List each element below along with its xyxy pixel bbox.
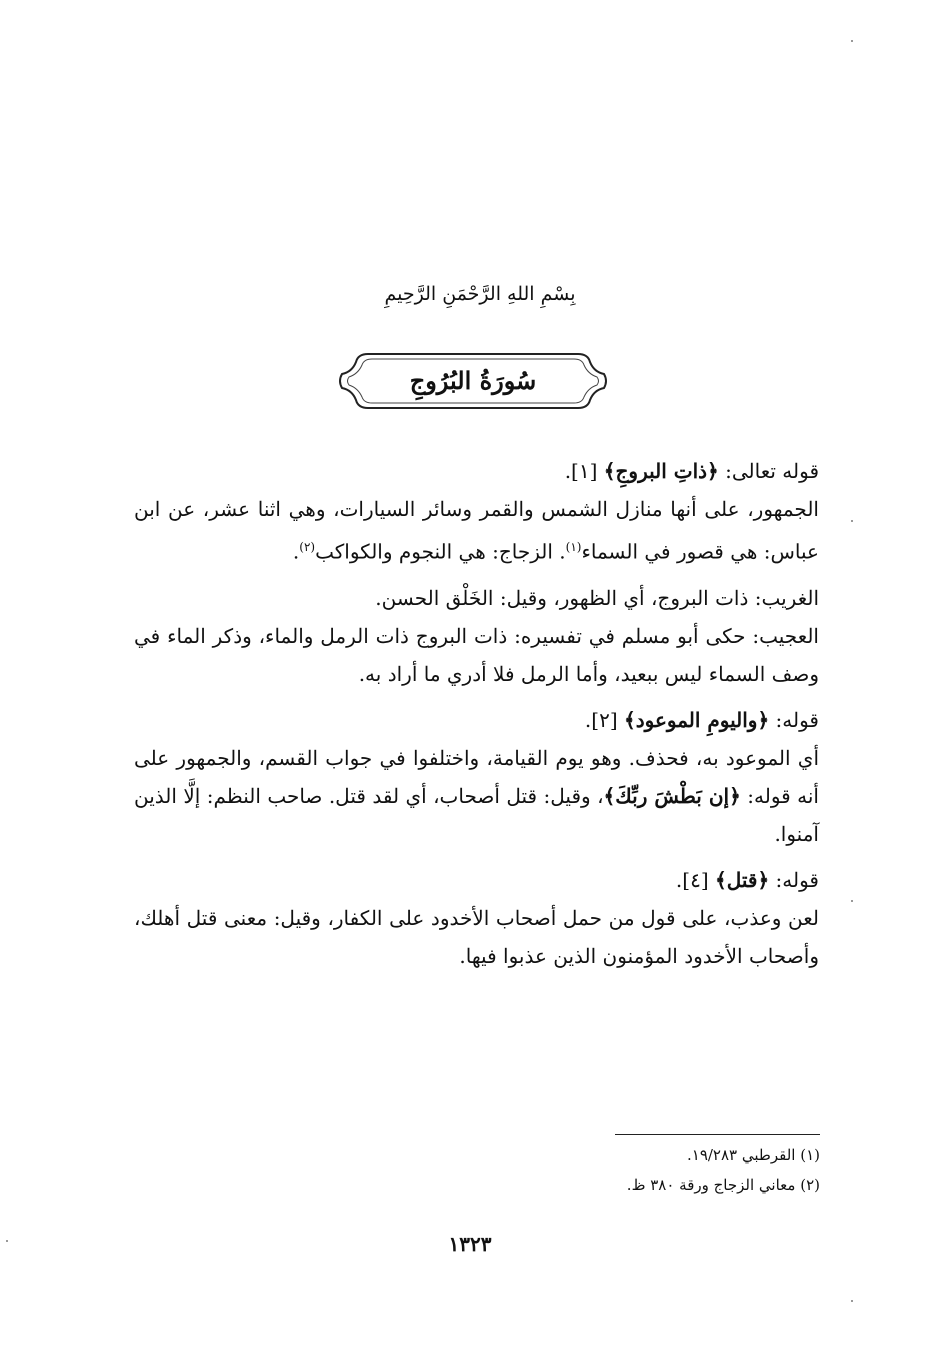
verse-heading-2: قوله: ﴿واليومِ الموعود﴾ [٢]. — [584, 707, 819, 732]
footnote-divider — [615, 1134, 820, 1135]
commentary-paragraph: أي الموعود به، فحذف. وهو يوم القيامة، واختلفوا في جواب القسم، والجمهور على أنه قوله: ﴿إن بَطْشَ ربِّكَ﴾، وقيل: قتل أصحاب، أي لقد قتل. صاحب النظم: إلَّا الذين آمنوا. — [134, 745, 819, 846]
page-number: ١٣٢٣ — [448, 1232, 492, 1256]
margin-dot — [851, 520, 853, 522]
main-text — [134, 452, 819, 975]
footnote-ref: (٢) — [299, 540, 316, 554]
ajib-paragraph: العجيب: حكى أبو مسلم في تفسيره: ذات البروج ذات الرمل والماء، وذكر الماء في وصف السماء ليس ببعيد، وأما الرمل فلا أدري ما أراد به. — [134, 623, 819, 686]
verse-heading-1: قوله تعالى: ﴿ذاتِ البروجِ﴾ [١]. — [564, 459, 819, 483]
footnote-item: (٢) معاني الزجاج ورقة ٣٨٠ ظ. — [626, 1176, 820, 1194]
margin-dot — [851, 40, 853, 42]
surah-title: سُورَةُ البُرُوجِ — [409, 366, 537, 395]
footnote-item: (١) القرطبي ١٩/٢٨٣. — [686, 1146, 820, 1164]
margin-dot — [6, 1240, 8, 1242]
commentary-paragraph: الجمهور، على أنها منازل الشمس والقمر وسائر السيارات، وهي اثنا عشر، عن ابن عباس: هي قصور في السماء$^{(١)}$. الزجاج: هي النجوم والكواكب$^{(٢)}$. — [134, 497, 819, 564]
margin-dot — [851, 1300, 853, 1302]
surah-title-frame — [338, 352, 608, 410]
footnotes — [480, 1140, 820, 1200]
quran-quote: ﴿ذاتِ البروجِ﴾ — [603, 459, 719, 483]
gharib-paragraph: الغريب: ذات البروج، أي الظهور، وقيل: الخَلْق الحسن. — [375, 585, 819, 610]
commentary-paragraph: لعن وعذب، على قول من حمل أصحاب الأخدود على الكفار، وقيل: معنى قتل أهلك، وأصحاب الأخدود المؤمنون الذين عذبوا فيها. — [134, 905, 819, 968]
basmala-calligraphy: بِسْمِ اللهِ الرَّحْمَنِ الرَّحِيمِ — [384, 283, 576, 305]
verse-heading-3: قوله: ﴿قتل﴾ [٤]. — [675, 867, 819, 892]
quran-quote: ﴿قتل﴾ — [715, 867, 770, 892]
footnote-ref: (١) — [565, 540, 582, 554]
quran-quote: ﴿واليومِ الموعود﴾ — [624, 707, 770, 732]
margin-dot — [851, 900, 853, 902]
quran-quote: ﴿إن بَطْشَ ربِّكَ﴾ — [603, 783, 741, 808]
